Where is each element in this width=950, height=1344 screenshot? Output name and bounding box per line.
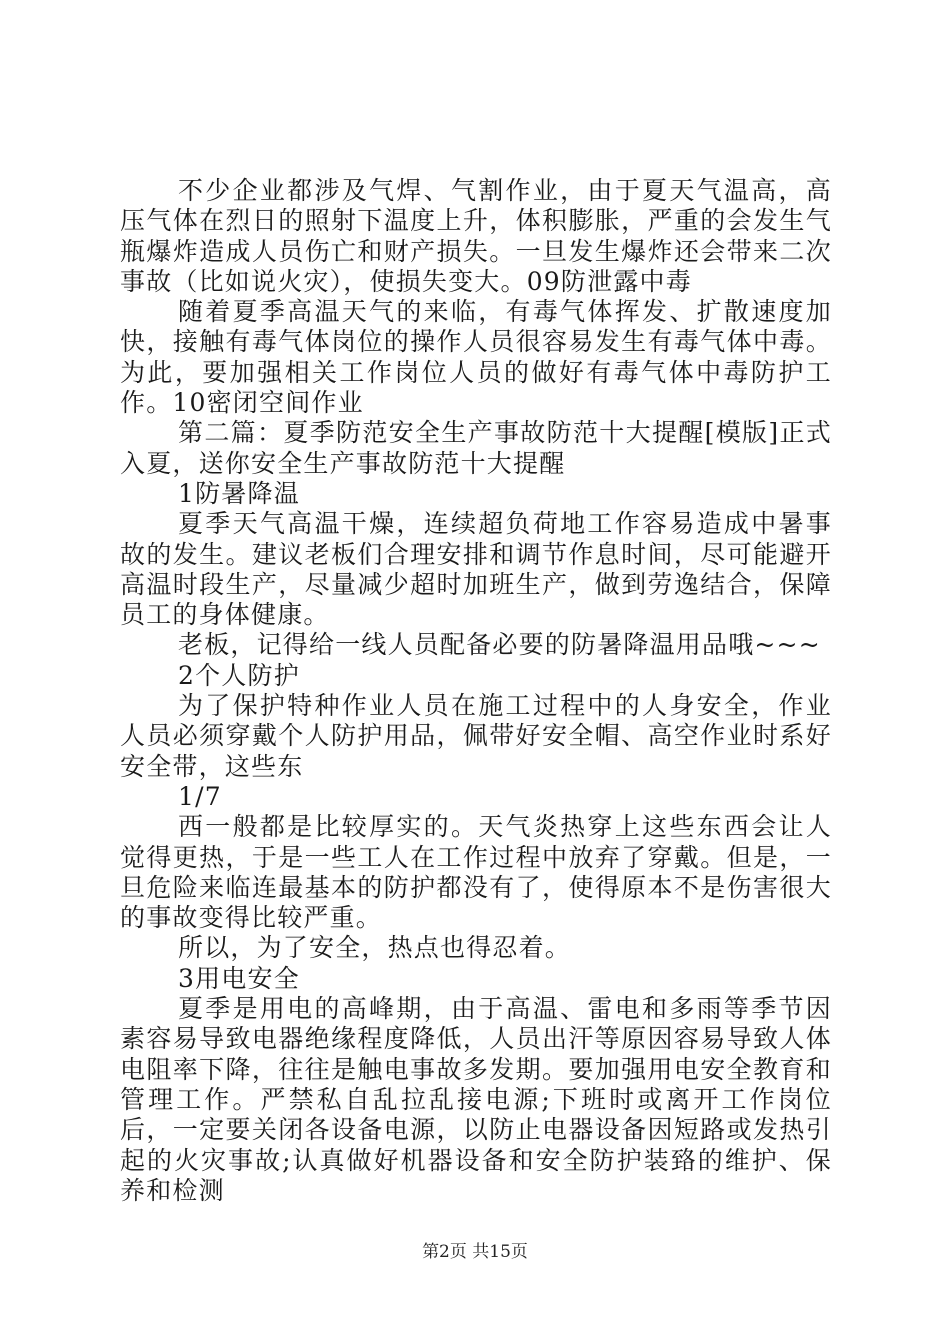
section-heading-part-two: 第二篇：夏季防范安全生产事故防范十大提醒[模版]正式入夏，送你安全生产事故防范十大提醒 xyxy=(120,418,832,478)
paragraph-safety-note: 所以，为了安全，热点也得忍着。 xyxy=(178,933,572,963)
paragraph-toxic-gas: 随着夏季高温天气的来临，有毒气体挥发、扩散速度加快，接触有毒气体岗位的操作人员很容易发生有毒气体中毒。为此，要加强相关工作岗位人员的做好有毒气体中毒防护工作。10密闭空间作业 xyxy=(120,297,832,418)
heading-personal-protection: 2个人防护 xyxy=(178,660,300,690)
paragraph-electrical-safety: 夏季是用电的高峰期，由于高温、雷电和多雨等季节因素容易导致电器绝缘程度降低，人员出汗等原因容易导致人体电阻率下降，往往是触电事故多发期。要加强用电安全教育和管理工作。严禁私自乱拉乱接电源;下班时或离开工作岗位后，一定要关闭各设备电源，以防止电器设备因短路或发热引起的火灾事故;认真做好机器设备和安全防护装臵的维护、保养和检测 xyxy=(120,994,832,1205)
heading-electrical-safety: 3用电安全 xyxy=(178,963,300,993)
paragraph-boss-reminder: 老板，记得给一线人员配备必要的防暑降温用品哦~~~ xyxy=(178,630,821,660)
paragraph-protection-continued: 西一般都是比较厚实的。天气炎热穿上这些东西会让人觉得更热，于是一些工人在工作过程中放弃了穿戴。但是，一旦危险来临连最基本的防护都没有了，使得原本不是伤害很大的事故变得比较严重。 xyxy=(120,812,832,933)
heading-heat-prevention: 1防暑降温 xyxy=(178,478,300,508)
page-footer: 第2页 共15页 xyxy=(422,1242,528,1262)
paragraph-gas-cylinder: 不少企业都涉及气焊、气割作业，由于夏天气温高，高压气体在烈日的照射下温度上升，体积膨胀，严重的会发生气瓶爆炸造成人员伤亡和财产损失。一旦发生爆炸还会带来二次事故（比如说火灾），使损失变大。09防泄露中毒 xyxy=(120,176,832,296)
document-body xyxy=(120,176,832,1206)
paragraph-heat-prevention: 夏季天气高温干燥，连续超负荷地工作容易造成中暑事故的发生。建议老板们合理安排和调节作息时间，尽可能避开高温时段生产，尽量减少超时加班生产，做到劳逸结合，保障员工的身体健康。 xyxy=(120,509,832,630)
paragraph-personal-protection: 为了保护特种作业人员在施工过程中的人身安全，作业人员必须穿戴个人防护用品，佩带好安全帽、高空作业时系好安全带，这些东 xyxy=(120,691,832,781)
inline-page-marker: 1/7 xyxy=(178,781,222,811)
